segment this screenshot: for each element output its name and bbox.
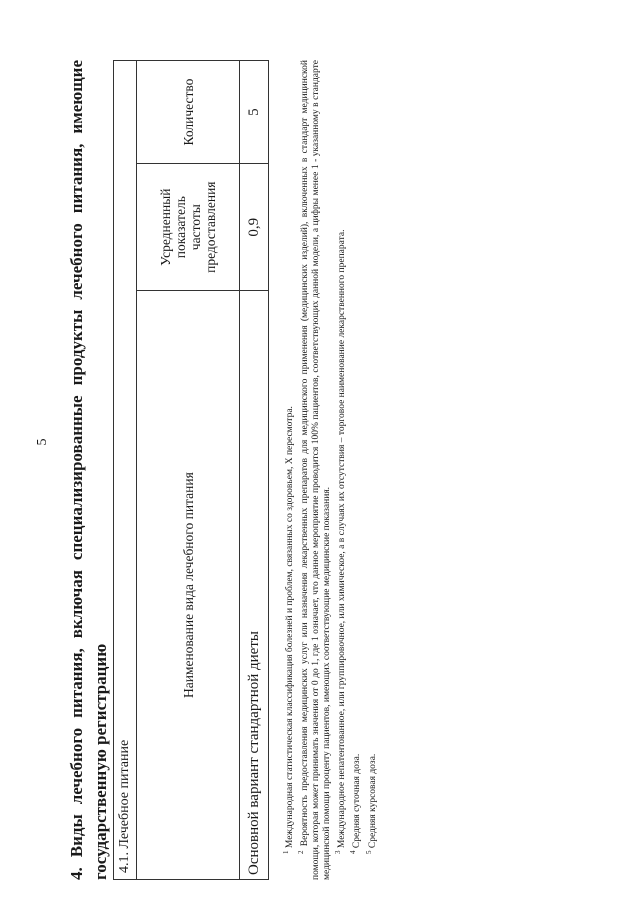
column-header-frequency: Усредненный показатель частоты предоставления [137,164,240,291]
footnote-5: $^5$ Средняя курсовая доза. [364,753,378,854]
column-header-quantity: Количество [137,61,240,164]
section-heading: 4. Виды лечебного питания, включая специализированные продукты лечебного питания, имеющие государственную регистрацию [67,60,110,880]
footnote-4: $^4$ Средняя суточная доза. [349,753,363,854]
table-header-row [137,61,240,880]
footnote-2: $^2$ Вероятность предоставления медицинских услуг или назначения лекарственных препаратов для медицинского применения (медицинских изделий), включенных в стандарт медицинской помощи, которая может принимать значения от 0 до 1, где 1 означает, что данное мероприятие проводится 100% пациентов, соответствующих данной модели, а цифры менее 1 - указанному в стандарте медицинской помощи проценту пациентов, имеющих соответствующие медицинские показания. [297,59,333,880]
cell-quantity: 5 [240,61,269,164]
column-header-name: Наименование вида лечебного питания [137,291,240,880]
table-subheader-row [114,61,137,880]
cell-diet-name: Основной вариант стандартной диеты [240,291,269,880]
document-content [65,60,625,880]
footnote-3: $^3$ Международное непатентованное, или группировочное, или химическое, а в случаях их отсутствия – торговое наименование лекарственного препарата. [334,229,348,854]
table-row [240,61,269,880]
table-subheader: 4.1. Лечебное питание [114,61,137,880]
footnote-1: $^1$ Международная статистическая классификация болезней и проблем, связанных со здоровьем, X пересмотра. [282,406,296,854]
page-number: 5 [35,438,50,446]
nutrition-table [113,60,269,880]
footnotes [281,60,379,880]
cell-frequency: 0,9 [240,164,269,291]
